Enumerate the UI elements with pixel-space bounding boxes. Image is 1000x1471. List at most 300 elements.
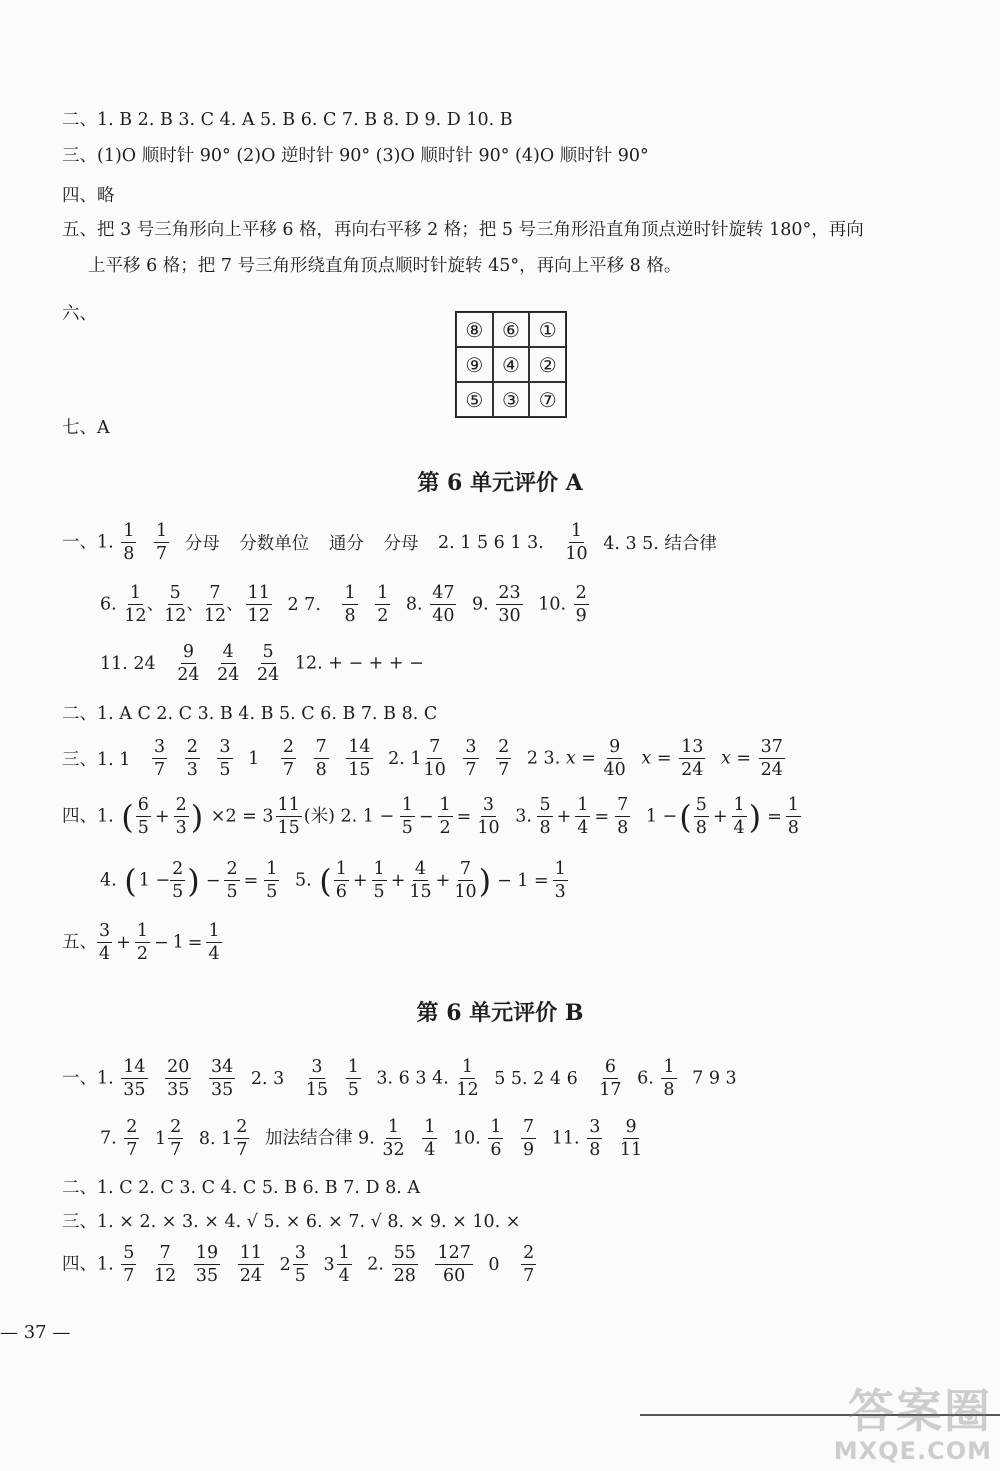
- answer-token: 2. 1: [388, 748, 422, 769]
- fraction: [209, 1058, 235, 1100]
- answer-token: 分母: [383, 534, 419, 555]
- fraction: [574, 584, 589, 626]
- fraction: [372, 860, 387, 902]
- fraction: [217, 738, 232, 780]
- answer-token: 三、1. 1: [62, 750, 131, 771]
- fraction: [679, 738, 705, 780]
- numerator: 1: [342, 584, 357, 605]
- grid-cell: ⑥: [493, 312, 530, 347]
- numerator: 2: [574, 584, 589, 605]
- numerator: 5: [537, 796, 552, 817]
- answer-token: 分母: [184, 534, 220, 555]
- numerator: 1: [375, 584, 390, 605]
- answer-line: 一、1. $\frac{14}{35}$ $\frac{20}{35}$ $\frac{34}{35}$ 2. 3 $\frac{3}{15}$ $\frac{1}{5}$ 3. 6 3 4. $\frac{1}{12}$ 5 5. 2 4 6 $\frac{6}{17}$ 6. $\frac{1}{8}$ 7 9 3: [62, 1057, 737, 1101]
- fraction: [306, 1058, 328, 1100]
- denominator: 8: [315, 760, 327, 781]
- denominator: 7: [123, 1266, 135, 1287]
- parenthesis: ): [187, 861, 200, 900]
- denominator: 24: [177, 665, 200, 686]
- answer-token: 2. 3: [250, 1068, 285, 1089]
- numerator: 3: [481, 796, 496, 817]
- numerator: 6: [603, 1058, 618, 1079]
- operator: =: [187, 932, 203, 953]
- answer-token: [155, 1118, 183, 1160]
- fraction: [438, 796, 453, 838]
- numerator: 47: [430, 584, 456, 605]
- fraction: [264, 860, 279, 902]
- numerator: 2: [496, 738, 511, 759]
- fraction: [521, 1244, 536, 1286]
- numerator: 1: [488, 1118, 503, 1139]
- numerator: 9: [181, 643, 196, 664]
- answer-token: 2: [279, 1254, 291, 1275]
- denominator: 10: [423, 760, 446, 781]
- numerator: 9: [623, 1118, 638, 1139]
- denominator: 24: [217, 665, 240, 686]
- fraction: [422, 1118, 437, 1160]
- denominator: 11: [619, 1140, 643, 1161]
- denominator: 8: [344, 606, 356, 627]
- denominator: 3: [186, 760, 198, 781]
- numerator: 7: [207, 584, 222, 605]
- numerator: 34: [209, 1058, 235, 1079]
- numerator: 14: [346, 738, 372, 759]
- numerator: 13: [679, 738, 705, 759]
- number-grid: [455, 311, 567, 418]
- operator: − 1 =: [497, 870, 549, 891]
- fraction: [565, 522, 587, 564]
- fraction: [204, 584, 226, 626]
- answer-token: 分数单位: [239, 534, 310, 555]
- answer-token: 11. 24: [100, 653, 156, 674]
- numerator: 1: [135, 922, 150, 943]
- fraction: [97, 922, 112, 964]
- operator: =: [767, 806, 782, 827]
- fraction: [154, 522, 169, 564]
- operator: −: [205, 870, 221, 891]
- denominator: 5: [373, 882, 385, 903]
- fraction: [314, 738, 329, 780]
- denominator: 7: [282, 760, 294, 781]
- answer-line: 四、1. $\frac{5}{7}$ $\frac{7}{12}$ $\frac{19}{35}$ $\frac{11}{24}$ 2 $\frac{3}{5}$ 3 $\frac{1}{4}$ 2. $\frac{55}{28}$ $\frac{127}{60}$ 0 $\frac{2}{7}$: [62, 1243, 535, 1287]
- fraction: [620, 1118, 642, 1160]
- denominator: 7: [126, 1140, 138, 1161]
- denominator: 12: [164, 606, 187, 627]
- denominator: 2: [136, 944, 148, 965]
- numerator: 2: [521, 1244, 536, 1265]
- numerator: 20: [165, 1058, 191, 1079]
- numerator: 4: [221, 643, 236, 664]
- fraction: [194, 1244, 220, 1286]
- numerator: 5: [121, 1244, 136, 1265]
- denominator: 7: [153, 760, 166, 781]
- fraction: [575, 796, 590, 838]
- numerator: 1: [422, 1118, 437, 1139]
- numerator: 1: [121, 522, 136, 543]
- answer-token: 8. 1: [198, 1128, 233, 1149]
- answer-line: 七、A: [62, 418, 110, 438]
- operator: =: [243, 870, 259, 891]
- fraction: [424, 738, 446, 780]
- fraction: [206, 922, 221, 964]
- answer-line: 一、1. $\frac{1}{8}$ $\frac{1}{7}$ 分母 分数单位 通分 分母 2. 1 5 6 1 3. $\frac{1}{10}$ 4. 3 5. 结合律: [62, 521, 717, 565]
- answer-line: 五、把 3 号三角形向上平移 6 格，再向右平移 2 格；把 5 号三角形沿直角顶点逆时针旋转 180°，再向: [62, 220, 864, 240]
- numerator: 55: [392, 1244, 418, 1265]
- denominator: 15: [277, 818, 300, 839]
- numerator: 3: [587, 1118, 602, 1139]
- denominator: 8: [589, 1140, 601, 1161]
- denominator: 12: [456, 1080, 479, 1101]
- watermark-url: MXQE.COM: [833, 1437, 992, 1465]
- fraction: [165, 1058, 191, 1100]
- numerator: 3: [217, 738, 232, 759]
- fraction: [185, 738, 200, 780]
- denominator: 35: [195, 1266, 219, 1287]
- denominator: 4: [208, 944, 220, 965]
- fraction: [615, 796, 630, 838]
- operator: =: [456, 806, 472, 827]
- denominator: 2: [377, 606, 389, 627]
- numerator: 2: [281, 738, 296, 759]
- numerator: 14: [121, 1058, 147, 1079]
- fraction: [488, 1118, 503, 1160]
- numerator: 1: [438, 796, 453, 817]
- fraction: [276, 796, 302, 838]
- numerator: 2: [170, 860, 185, 881]
- fraction: [334, 860, 349, 902]
- fraction: [587, 1118, 602, 1160]
- numerator: 1: [786, 796, 801, 817]
- numerator: 23: [496, 584, 522, 605]
- denominator: 5: [219, 760, 231, 781]
- answer-line: 三、(1)O 顺时针 90° (2)O 逆时针 90° (3)O 顺时针 90° (4)O 顺时针 90°: [62, 146, 649, 166]
- denominator: 5: [226, 882, 238, 903]
- operator: +: [116, 932, 131, 953]
- fraction: [246, 584, 272, 626]
- numerator: 1: [337, 1244, 352, 1265]
- denominator: 4: [99, 944, 111, 965]
- answer-token: [280, 1244, 308, 1286]
- denominator: 35: [167, 1080, 190, 1101]
- watermark-logo: 答案圈: [848, 1384, 992, 1438]
- operator: +: [556, 806, 572, 827]
- section-title: 第 6 单元评价 A: [417, 470, 583, 496]
- numerator: 7: [615, 796, 630, 817]
- fraction: [121, 1244, 136, 1286]
- grid-cell: ①: [529, 312, 566, 347]
- fraction: [454, 860, 476, 902]
- answer-token: 0: [488, 1254, 500, 1275]
- answer-line: 6. $\frac{1}{12}$ 、 $\frac{5}{12}$ 、 $\frac{7}{12}$ 、 $\frac{11}{12}$ 2 7. $\frac{1}{8}$ $\frac{1}{2}$ 8. $\frac{47}{40}$ 9. $\frac{23}{30}$ 10. $\frac{2}{9}$: [100, 583, 587, 627]
- numerator: 1: [661, 1058, 676, 1079]
- fraction: [346, 738, 372, 780]
- answer-token: 1: [248, 748, 260, 769]
- numerator: 11: [238, 1244, 264, 1265]
- grid-cell: ②: [529, 347, 566, 382]
- numerator: 5: [168, 584, 183, 605]
- denominator: 2: [439, 818, 451, 839]
- grid-cell: ⑧: [456, 312, 493, 347]
- numerator: 5: [261, 643, 276, 664]
- numerator: 2: [124, 1118, 139, 1139]
- numerator: 7: [314, 738, 329, 759]
- denominator: 5: [172, 882, 184, 903]
- numerator: 2: [185, 738, 200, 759]
- numerator: 3: [463, 738, 478, 759]
- answer-line: 4. ( 1 − $\frac{2}{5}$ ) − $\frac{2}{5}$ = $\frac{1}{5}$ 5. ( $\frac{1}{6}$ + $\frac{1}{5}$ + $\frac{4}{15}$ + $\frac{7}{10}$ ) − 1 = $\frac{1}{3}$: [100, 859, 566, 903]
- fraction: [174, 796, 189, 838]
- denominator: 5: [294, 1266, 306, 1287]
- denominator: 7: [498, 760, 510, 781]
- answer-token: 5 5. 2 4 6: [494, 1068, 578, 1089]
- denominator: 4: [733, 818, 745, 839]
- denominator: 24: [239, 1266, 262, 1287]
- denominator: 6: [490, 1140, 502, 1161]
- numerator: 2: [168, 1118, 183, 1139]
- denominator: 40: [432, 606, 455, 627]
- numerator: 1: [206, 922, 221, 943]
- parenthesis: (: [124, 861, 137, 900]
- numerator: 7: [158, 1244, 173, 1265]
- denominator: 12: [154, 1266, 177, 1287]
- denominator: 30: [498, 606, 521, 627]
- denominator: 8: [539, 818, 551, 839]
- parenthesis: ): [748, 797, 762, 836]
- numerator: 1: [569, 522, 584, 543]
- denominator: 4: [338, 1266, 350, 1287]
- denominator: 3: [175, 818, 187, 839]
- denominator: 9: [523, 1140, 535, 1161]
- fraction: [537, 796, 552, 838]
- denominator: 8: [617, 818, 629, 839]
- numerator: 6: [136, 796, 151, 817]
- answer-line: 二、1. B 2. B 3. C 4. A 5. B 6. C 7. B 8. D 9. D 10. B: [62, 110, 513, 130]
- fraction: [456, 1058, 478, 1100]
- denominator: 17: [599, 1080, 622, 1101]
- fraction: [521, 1118, 536, 1160]
- fraction: [375, 584, 390, 626]
- numerator: 4: [413, 860, 428, 881]
- fraction: [496, 738, 511, 780]
- operator: +: [154, 806, 170, 827]
- grid-cell: ⑦: [529, 382, 566, 417]
- grid-cell: ③: [493, 382, 530, 417]
- denominator: 10: [454, 882, 477, 903]
- fraction: [463, 738, 478, 780]
- section-title: 第 6 单元评价 B: [416, 1000, 584, 1026]
- operator: +: [352, 870, 368, 891]
- answer-line: 六、: [62, 304, 97, 324]
- answer-line: 三、1. 1 $\frac{3}{7}$ $\frac{2}{3}$ $\frac{3}{5}$ 1 $\frac{2}{7}$ $\frac{7}{8}$ $\frac{14}{15}$ 2. 1 $\frac{7}{10}$ $\frac{3}{7}$ $\frac{2}{7}$ 2 3. x = $\frac{9}{40}$ x = $\frac{13}{24}$ x = $\frac{37}{24}$: [62, 737, 783, 781]
- fraction: [342, 584, 357, 626]
- answer-line: 二、1. A C 2. C 3. B 4. B 5. C 6. B 7. B 8. C: [62, 704, 438, 724]
- numerator: 1: [460, 1058, 475, 1079]
- answer-token: 3: [323, 1254, 335, 1275]
- numerator: 1: [128, 584, 143, 605]
- answer-token: 4. 3 5. 结合律: [603, 534, 717, 555]
- fraction: [661, 1058, 676, 1100]
- numerator: 1: [575, 796, 590, 817]
- denominator: 24: [681, 760, 704, 781]
- fraction: [234, 1118, 249, 1160]
- denominator: 40: [603, 760, 626, 781]
- grid-cell: ④: [493, 347, 530, 382]
- denominator: 6: [335, 882, 347, 903]
- fraction: [124, 584, 146, 626]
- answer-token: [323, 1244, 351, 1286]
- answer-line: 上平移 6 格；把 7 号三角形绕直角顶点顺时针旋转 45°，再向上平移 8 格。: [88, 256, 682, 276]
- numerator: 37: [759, 738, 785, 759]
- fraction: [382, 1118, 404, 1160]
- numerator: 1: [264, 860, 279, 881]
- denominator: 28: [393, 1266, 416, 1287]
- operator: +: [435, 870, 451, 891]
- denominator: 7: [156, 544, 168, 565]
- denominator: 12: [247, 606, 270, 627]
- fraction: [786, 796, 801, 838]
- denominator: 35: [123, 1080, 146, 1101]
- fraction: [435, 1244, 472, 1286]
- denominator: 8: [123, 544, 135, 565]
- operator: +: [390, 870, 406, 891]
- denominator: 60: [443, 1266, 466, 1287]
- answer-line: 三、1. × 2. × 3. × 4. √ 5. × 6. × 7. √ 8. × 9. × 10. ×: [62, 1212, 521, 1232]
- numerator: 1: [154, 522, 169, 543]
- denominator: 15: [409, 882, 432, 903]
- fraction: [217, 643, 239, 685]
- denominator: 12: [124, 606, 147, 627]
- denominator: 7: [170, 1140, 182, 1161]
- fraction: [759, 738, 785, 780]
- denominator: 12: [203, 606, 227, 627]
- numerator: 2: [224, 860, 239, 881]
- fraction: [477, 796, 499, 838]
- denominator: 8: [663, 1080, 675, 1101]
- numerator: 127: [435, 1244, 472, 1265]
- fraction: [293, 1244, 308, 1286]
- numerator: 7: [427, 738, 442, 759]
- parenthesis: ): [478, 861, 492, 900]
- answer-line: 二、1. C 2. C 3. C 4. C 5. B 6. B 7. D 8. A: [62, 1178, 420, 1198]
- numerator: 7: [458, 860, 473, 881]
- numerator: 2: [174, 796, 189, 817]
- answer-token: [199, 1118, 250, 1160]
- fraction: [177, 643, 199, 685]
- watermark: [700, 1375, 1000, 1471]
- grid-cell: ⑨: [456, 347, 493, 382]
- fraction: [136, 796, 151, 838]
- page-number: — 37 —: [0, 1322, 71, 1343]
- answer-line: 7. $\frac{2}{7}$ 1 $\frac{2}{7}$ 8. 1 $\frac{2}{7}$ 加法结合律 9. $\frac{1}{32}$ $\frac{1}{4}$ 10. $\frac{1}{6}$ $\frac{7}{9}$ 11. $\frac{3}{8}$ $\frac{9}{11}$: [100, 1117, 643, 1161]
- answer-line: 11. 24 $\frac{9}{24}$ $\frac{4}{24}$ $\frac{5}{24}$ 12. + − + + −: [100, 642, 424, 686]
- fraction: [281, 738, 296, 780]
- numerator: 3: [152, 738, 167, 759]
- denominator: 24: [760, 760, 783, 781]
- fraction: [400, 796, 415, 838]
- operator: +: [712, 806, 728, 827]
- denominator: 7: [236, 1140, 248, 1161]
- parenthesis: ): [190, 797, 204, 836]
- denominator: 7: [523, 1266, 535, 1287]
- denominator: 4: [424, 1140, 436, 1161]
- fraction: [553, 860, 568, 902]
- denominator: 15: [305, 1080, 329, 1101]
- parenthesis: (: [679, 797, 692, 836]
- answer-line: 四、1. ( $\frac{6}{5}$ + $\frac{2}{3}$ ) ×2 = 3 $\frac{11}{15}$ (米) 2. 1 − $\frac{1}{5}$ − $\frac{1}{2}$ = $\frac{3}{10}$ 3. $\frac{5}{8}$ + $\frac{1}{4}$ = $\frac{7}{8}$ 1 −( $\frac{5}{8}$ + $\frac{1}{4}$ ) = $\frac{1}{8}$: [62, 795, 799, 839]
- answer-token: 1: [155, 1128, 167, 1149]
- fraction: [152, 738, 167, 780]
- numerator: 3: [293, 1244, 308, 1265]
- fraction: [124, 1118, 139, 1160]
- operator: −: [153, 932, 169, 953]
- grid-cell: ⑤: [456, 382, 493, 417]
- fraction: [170, 860, 185, 902]
- denominator: 3: [554, 882, 566, 903]
- parenthesis: (: [319, 861, 332, 900]
- fraction: [257, 643, 279, 685]
- numerator: 2: [234, 1118, 249, 1139]
- fraction: [168, 1118, 183, 1160]
- denominator: 5: [347, 1080, 359, 1101]
- answer-line: 四、略: [62, 186, 115, 206]
- fraction: [599, 1058, 621, 1100]
- denominator: 10: [565, 544, 588, 565]
- answer-token: 通分: [328, 534, 364, 555]
- fraction: [337, 1244, 352, 1286]
- fraction: [154, 1244, 176, 1286]
- numerator: 11: [276, 796, 302, 817]
- numerator: 1: [553, 860, 568, 881]
- answer-line: 五、 $\frac{3}{4}$ + $\frac{1}{2}$ − 1 = $\frac{1}{4}$: [62, 921, 220, 965]
- fraction: [346, 1058, 361, 1100]
- denominator: 7: [465, 760, 477, 781]
- fraction: [238, 1244, 264, 1286]
- numerator: 1: [386, 1118, 401, 1139]
- denominator: 4: [577, 818, 589, 839]
- numerator: 1: [372, 860, 387, 881]
- fraction: [121, 522, 136, 564]
- numerator: 9: [607, 738, 622, 759]
- answer-token: 2. 1 5 6 1 3.: [438, 532, 544, 553]
- denominator: 35: [211, 1080, 234, 1101]
- fraction: [392, 1244, 418, 1286]
- fraction: [496, 584, 522, 626]
- numerator: 7: [521, 1118, 536, 1139]
- fraction: [430, 584, 456, 626]
- fraction: [135, 922, 150, 964]
- numerator: 11: [246, 584, 272, 605]
- numerator: 1: [400, 796, 415, 817]
- fraction: [409, 860, 431, 902]
- fraction: [732, 796, 747, 838]
- fraction: [121, 1058, 147, 1100]
- denominator: 24: [256, 665, 280, 686]
- numerator: 3: [309, 1058, 324, 1079]
- numerator: 1: [732, 796, 747, 817]
- numerator: 19: [194, 1244, 220, 1265]
- denominator: 10: [477, 818, 500, 839]
- numerator: 5: [694, 796, 709, 817]
- fraction: [224, 860, 239, 902]
- denominator: 5: [401, 818, 413, 839]
- answer-token: [388, 738, 446, 780]
- operator: =: [594, 806, 610, 827]
- numerator: 3: [97, 922, 112, 943]
- fraction: [164, 584, 186, 626]
- fraction: [694, 796, 709, 838]
- parenthesis: (: [121, 797, 134, 836]
- denominator: 5: [266, 882, 278, 903]
